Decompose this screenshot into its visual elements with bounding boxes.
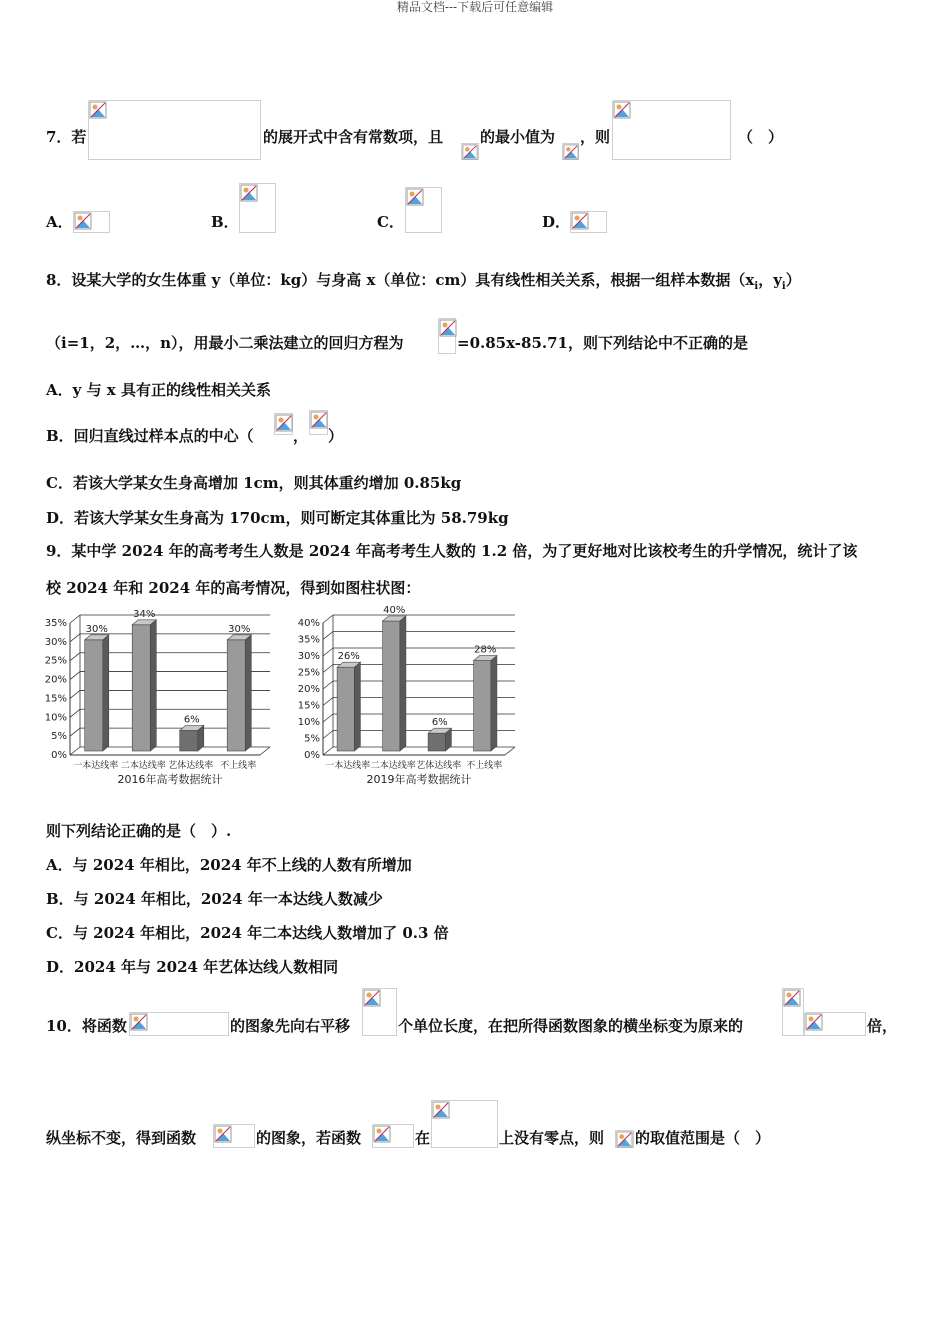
q10-part8: 上没有零点，则 xyxy=(499,1129,605,1147)
q9-option-d: D．2024 年与 2024 年艺体达线人数相同 xyxy=(46,958,339,976)
y-tick-label: 30% xyxy=(297,651,320,662)
q7-mid3: ，则 xyxy=(580,128,611,146)
q9-question: 则下列结论正确的是（ ）. xyxy=(46,822,232,840)
bar-front xyxy=(383,621,400,751)
q10-part5: 纵坐标不变，得到函数 xyxy=(46,1129,197,1147)
subscript-i: i xyxy=(781,281,786,292)
y-tick-label: 10% xyxy=(44,712,67,724)
broken-image-icon xyxy=(462,144,478,160)
broken-image-icon xyxy=(439,319,457,337)
image-placeholder xyxy=(274,413,293,435)
y-tick-label: 40% xyxy=(297,618,320,629)
grid-depth-line xyxy=(70,615,80,623)
broken-image-icon xyxy=(74,212,92,230)
y-tick-label: 30% xyxy=(44,636,67,648)
q9-option-b: B．与 2024 年相比，2024 年一本达线人数减少 xyxy=(46,890,383,908)
q8-option-b-comma: ， xyxy=(293,427,309,445)
grid-depth-line xyxy=(323,698,333,706)
broken-image-icon xyxy=(571,212,589,230)
data-label: 26% xyxy=(337,651,360,663)
bar-front xyxy=(428,733,445,751)
y-tick-label: 0% xyxy=(51,750,67,761)
grid-depth-line xyxy=(323,648,333,656)
bar-front xyxy=(337,667,354,751)
data-label: 40% xyxy=(383,605,406,616)
broken-image-icon xyxy=(130,1013,148,1031)
image-placeholder xyxy=(372,1124,414,1148)
bar-chart-2019 xyxy=(295,605,527,800)
broken-image-icon xyxy=(613,101,631,119)
grid-depth-line xyxy=(323,615,333,623)
q8-stem-line1 xyxy=(46,270,801,297)
grid-depth-line xyxy=(323,714,333,722)
bar-front xyxy=(132,625,150,751)
data-label: 30% xyxy=(228,623,251,635)
q7-paren: （ ） xyxy=(738,128,784,146)
grid-depth-line xyxy=(70,728,80,736)
bar-front xyxy=(474,661,491,751)
y-tick-label: 5% xyxy=(304,733,320,745)
y-tick-label: 15% xyxy=(44,693,67,705)
data-label: 30% xyxy=(85,623,108,635)
y-tick-label: 15% xyxy=(297,700,320,712)
q10-part3: 个单位长度，在把所得函数图象的横坐标变为原来的 xyxy=(398,1017,744,1035)
image-placeholder xyxy=(612,100,731,160)
q8-line1-mid: ，y xyxy=(758,271,782,289)
bar-side xyxy=(103,635,109,751)
broken-image-icon xyxy=(373,1125,391,1143)
y-tick-label: 25% xyxy=(297,667,320,679)
data-label: 6% xyxy=(431,717,448,729)
image-placeholder xyxy=(570,211,607,233)
data-label: 28% xyxy=(474,644,497,656)
y-tick-label: 35% xyxy=(297,634,320,646)
q10-part9: 的取值范围是（ ） xyxy=(635,1129,771,1147)
data-label: 6% xyxy=(183,714,200,726)
bar-front xyxy=(180,730,198,751)
q10-part4: 倍， xyxy=(867,1017,898,1035)
category-label: 艺体达线率 xyxy=(416,761,462,771)
grid-depth-line xyxy=(323,747,333,755)
floor-edge xyxy=(260,747,270,755)
grid-depth-line xyxy=(323,681,333,689)
image-placeholder xyxy=(213,1124,255,1148)
broken-image-icon xyxy=(563,144,579,160)
q7-option-a: A． xyxy=(46,213,73,231)
q8-option-a: A．y 与 x 具有正的线性相关关系 xyxy=(46,381,271,399)
q8-line1-end: ） xyxy=(785,271,801,289)
q7-mid1: 的展开式中含有常数项，且 xyxy=(263,128,444,146)
q9-stem-line1: 9．某中学 2024 年的高考考生人数是 2024 年高考考生人数的 1.2 倍，为了更好地对比该校考生的升学情况，统计了该 xyxy=(46,542,858,560)
chart-title: 2019年高考数据统计 xyxy=(366,773,472,786)
q7-stem xyxy=(46,127,86,147)
grid-depth-line xyxy=(323,632,333,640)
image-placeholder xyxy=(615,1130,634,1148)
q7-option-b: B． xyxy=(211,213,239,231)
q8-option-b: B．回归直线过样本点的中心（ xyxy=(46,427,254,445)
category-label: 二本达线率 xyxy=(370,761,416,771)
q7-option-c: C． xyxy=(377,213,404,231)
y-tick-label: 35% xyxy=(44,618,67,629)
bar-side xyxy=(245,635,251,751)
q9-option-c: C．与 2024 年相比，2024 年二本达线人数增加了 0.3 倍 xyxy=(46,924,449,942)
page-header: 精品文档---下载后可任意编辑 xyxy=(396,0,554,14)
image-placeholder xyxy=(405,187,442,233)
grid-depth-line xyxy=(70,709,80,717)
broken-image-icon xyxy=(805,1013,823,1031)
grid-depth-line xyxy=(323,665,333,673)
broken-image-icon xyxy=(310,411,328,429)
y-tick-label: 5% xyxy=(51,731,67,743)
y-tick-label: 25% xyxy=(44,655,67,667)
broken-image-icon xyxy=(214,1125,232,1143)
image-placeholder xyxy=(309,410,328,435)
grid-depth-line xyxy=(70,653,80,661)
q7-option-d: D． xyxy=(542,213,571,231)
bar-front xyxy=(227,640,245,751)
grid-depth-line xyxy=(70,672,80,680)
q9-stem-line2: 校 2024 年和 2024 年的高考情况，得到如图柱状图： xyxy=(46,579,421,597)
image-placeholder xyxy=(782,988,804,1036)
q10-part1: 10．将函数 xyxy=(46,1017,127,1035)
y-tick-label: 20% xyxy=(44,674,67,686)
q8-stem-line2: （i=1，2，…，n），用最小二乘法建立的回归方程为 xyxy=(46,334,404,352)
category-label: 二本达线率 xyxy=(120,761,166,771)
broken-image-icon xyxy=(240,184,258,202)
grid-depth-line xyxy=(70,690,80,698)
broken-image-icon xyxy=(406,188,424,206)
grid-depth-line xyxy=(323,731,333,739)
bar-side xyxy=(150,620,156,751)
bar-front xyxy=(85,640,103,751)
q10-part2: 的图象先向右平移 xyxy=(230,1017,351,1035)
q8-stem-line2-post: =0.85x-85.71，则下列结论中不正确的是 xyxy=(457,334,748,352)
image-placeholder xyxy=(431,1100,498,1148)
q7-mid2: 的最小值为 xyxy=(480,128,556,146)
floor-edge xyxy=(505,747,515,755)
broken-image-icon xyxy=(783,989,801,1007)
image-placeholder xyxy=(239,183,276,233)
broken-image-icon xyxy=(89,101,107,119)
category-label: 艺体达线率 xyxy=(168,761,214,771)
image-placeholder xyxy=(562,143,579,160)
image-placeholder xyxy=(804,1012,866,1036)
image-placeholder xyxy=(362,988,397,1036)
category-label: 不上线率 xyxy=(466,761,503,771)
category-label: 一本达线率 xyxy=(73,761,119,771)
bar-side xyxy=(354,662,360,751)
chart-title: 2016年高考数据统计 xyxy=(117,773,223,786)
broken-image-icon xyxy=(432,1101,450,1119)
y-tick-label: 0% xyxy=(304,750,320,761)
q9-option-a: A．与 2024 年相比，2024 年不上线的人数有所增加 xyxy=(46,856,412,874)
image-placeholder xyxy=(438,318,456,354)
image-placeholder xyxy=(461,143,479,160)
image-placeholder xyxy=(129,1012,229,1036)
y-tick-label: 10% xyxy=(297,717,320,728)
q8-option-d: D．若该大学某女生身高为 170cm，则可断定其体重比为 58.79kg xyxy=(46,509,509,527)
data-label: 34% xyxy=(133,608,156,620)
broken-image-icon xyxy=(275,414,293,432)
q10-part6: 的图象，若函数 xyxy=(256,1129,362,1147)
subscript-i: i xyxy=(754,281,759,292)
q7-prefix: 7．若 xyxy=(46,128,87,146)
grid-depth-line xyxy=(70,747,80,755)
broken-image-icon xyxy=(616,1131,633,1148)
category-label: 一本达线率 xyxy=(325,761,371,771)
y-tick-label: 20% xyxy=(297,684,320,695)
bar-chart-2016 xyxy=(42,605,282,800)
bar-side xyxy=(400,616,406,751)
q10-part7: 在 xyxy=(415,1129,431,1147)
bar-side xyxy=(491,656,497,751)
image-placeholder xyxy=(73,211,110,233)
category-label: 不上线率 xyxy=(220,761,257,771)
q8-option-c: C．若该大学某女生身高增加 1cm，则其体重约增加 0.85kg xyxy=(46,474,462,492)
q8-option-b-end: ） xyxy=(328,427,344,445)
image-placeholder xyxy=(88,100,261,160)
broken-image-icon xyxy=(363,989,381,1007)
grid-depth-line xyxy=(70,634,80,642)
q8-line1-text: 8．设某大学的女生体重 y（单位：kg）与身高 x（单位：cm）具有线性相关关系，根据一组样本数据（x xyxy=(46,271,755,289)
